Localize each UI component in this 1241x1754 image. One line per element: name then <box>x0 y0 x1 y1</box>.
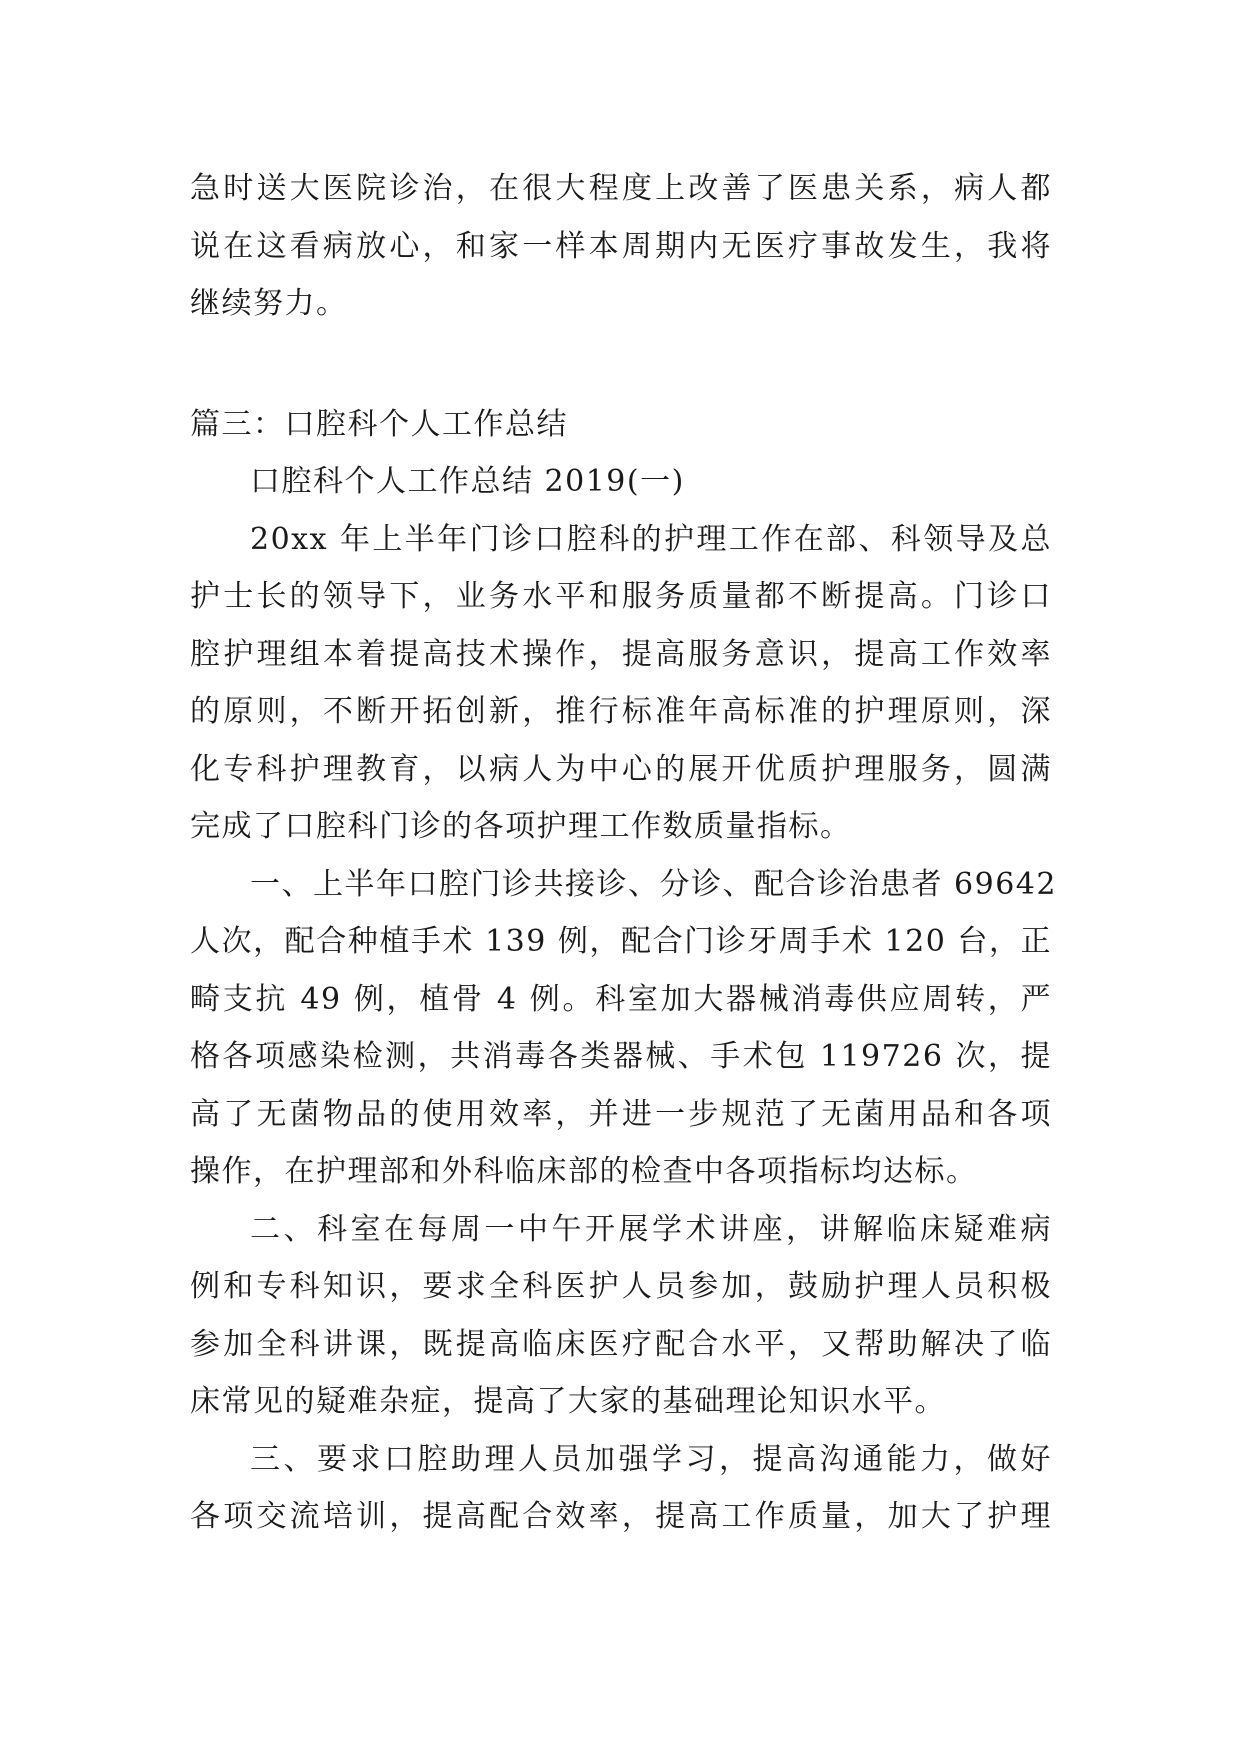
paragraph-2 <box>190 856 1057 1201</box>
text-line: 人次，配合种植手术 139 例，配合门诊牙周手术 120 台，正 <box>190 924 1052 959</box>
paragraph-gap <box>190 333 1052 396</box>
document-body <box>190 160 1057 1546</box>
section-heading: 篇三：口腔科个人工作总结 <box>190 406 568 442</box>
text-line: 20xx 年上半年门诊口腔科的护理工作在部、科领导及总 <box>250 521 1052 557</box>
text-line: 的原则，不断开拓创新，推行标准年高标准的护理原则，深 <box>190 694 1052 729</box>
text-line: 各项交流培训，提高配合效率，提高工作质量，加大了护理 <box>190 1499 1052 1534</box>
text-line: 继续努力。 <box>190 286 348 321</box>
document-subtitle: 口腔科个人工作总结 2019(一) <box>250 464 685 499</box>
paragraph-1 <box>190 511 1052 856</box>
text-line: 完成了口腔科门诊的各项护理工作数质量指标。 <box>190 809 852 844</box>
paragraph-3 <box>190 1201 1052 1431</box>
text-line: 腔护理组本着提高技术操作，提高服务意识，提高工作效率 <box>190 636 1052 672</box>
text-line: 参加全科讲课，既提高临床医疗配合水平，又帮助解决了临 <box>190 1326 1052 1362</box>
text-line: 例和专科知识，要求全科医护人员参加，鼓励护理人员积极 <box>190 1269 1052 1304</box>
text-line: 护士长的领导下，业务水平和服务质量都不断提高。门诊口 <box>190 579 1052 614</box>
paragraph-4 <box>190 1431 1052 1546</box>
text-line: 说在这看病放心，和家一样本周期内无医疗事故发生，我将 <box>190 228 1052 264</box>
text-line: 急时送大医院诊治，在很大程度上改善了医患关系，病人都 <box>190 171 1052 206</box>
text-line: 操作，在护理部和外科临床部的检查中各项指标均达标。 <box>190 1154 978 1189</box>
text-line: 二、科室在每周一中午开展学术讲座，讲解临床疑难病 <box>250 1211 1052 1247</box>
text-line: 一、上半年口腔门诊共接诊、分诊、配合诊治患者 69642 <box>250 866 1057 902</box>
text-line: 床常见的疑难杂症，提高了大家的基础理论知识水平。 <box>190 1384 946 1419</box>
text-line: 畸支抗 49 例，植骨 4 例。科室加大器械消毒供应周转，严 <box>190 981 1052 1017</box>
text-line: 三、要求口腔助理人员加强学习，提高沟通能力，做好 <box>250 1441 1052 1477</box>
text-line: 化专科护理教育，以病人为中心的展开优质护理服务，圆满 <box>190 751 1052 787</box>
intro-paragraph <box>190 160 1052 333</box>
text-line: 高了无菌物品的使用效率，并进一步规范了无菌用品和各项 <box>190 1096 1052 1132</box>
text-line: 格各项感染检测，共消毒各类器械、手术包 119726 次，提 <box>190 1039 1052 1074</box>
